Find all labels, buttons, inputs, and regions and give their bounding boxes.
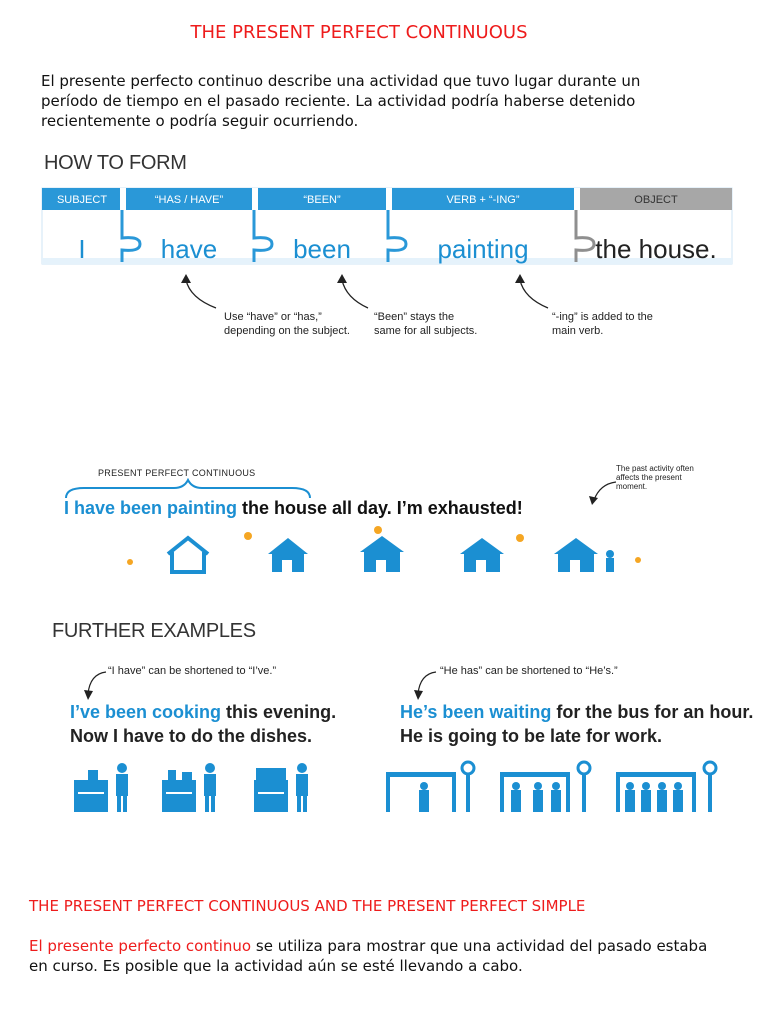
piece-verb-ing xyxy=(392,188,574,268)
piece-label: “BEEN” xyxy=(303,194,341,206)
piece-label: SUBJECT xyxy=(56,194,108,206)
piece-object xyxy=(580,188,732,268)
timeline-sentence xyxy=(64,498,523,519)
piece-word: painting xyxy=(437,234,529,264)
section2-paragraph xyxy=(29,936,709,976)
piece-label: “HAS / HAVE” xyxy=(154,194,224,206)
piece-label: VERB + “-ING” xyxy=(446,194,520,206)
section2-title: THE PRESENT PERFECT CONTINUOUS AND THE PRESENT PERFECT SIMPLE xyxy=(29,897,586,915)
bracket-label: PRESENT PERFECT CONTINUOUS xyxy=(98,468,256,478)
right-example-line1 xyxy=(400,700,753,724)
left-note-arrow xyxy=(82,666,110,702)
piece-been xyxy=(258,188,386,268)
left-example-rest: this evening. xyxy=(221,702,337,722)
side-note-arrow xyxy=(586,478,626,508)
further-examples-title: FURTHER EXAMPLES xyxy=(52,620,256,642)
further-examples-figure xyxy=(48,610,754,840)
piece-word: have xyxy=(160,234,218,264)
note-been: “Been” stays the same for all subjects. xyxy=(374,311,478,337)
section2-body: se utiliza para mostrar que una actividad del pasado estaba en curso. Es posible que la actividad aún se esté llevando a cabo. xyxy=(29,937,708,975)
note-have-has: Use “have” or “has,” depending on the subject. xyxy=(224,311,350,337)
right-note-arrow xyxy=(412,666,440,702)
bus-stop-sequence xyxy=(384,760,724,816)
note-ing: “-ing” is added to the main verb. xyxy=(552,311,653,337)
left-note: “I have” can be shortened to “I’ve.” xyxy=(108,665,277,677)
section2-highlight: El presente perfecto continuo xyxy=(29,937,252,955)
piece-word: the house. xyxy=(595,234,717,264)
piece-word: been xyxy=(293,234,351,264)
piece-has-have xyxy=(126,188,252,268)
piece-label: OBJECT xyxy=(634,194,678,206)
house-sequence xyxy=(110,524,710,588)
sentence-rest: the house all day. I’m exhausted! xyxy=(237,498,523,518)
piece-subject xyxy=(42,188,122,268)
right-example-highlight: He’s been waiting xyxy=(400,702,552,722)
kitchen-sequence xyxy=(68,760,328,816)
left-example-line2: Now I have to do the dishes. xyxy=(70,726,313,746)
left-example-highlight: I’ve been cooking xyxy=(70,702,222,722)
how-to-form-title: HOW TO FORM xyxy=(44,152,187,174)
right-example-line2: He is going to be late for work. xyxy=(400,726,663,746)
side-note: The past activity often affects the present moment. xyxy=(616,464,694,491)
how-to-form-figure xyxy=(40,150,734,372)
sentence-highlight: I have been painting xyxy=(64,498,238,518)
left-example-line1 xyxy=(70,700,336,724)
piece-word: I xyxy=(78,234,86,264)
timeline-figure xyxy=(50,460,730,590)
right-example-rest: for the bus for an hour. xyxy=(551,702,754,722)
page-title: THE PRESENT PERFECT CONTINUOUS xyxy=(190,22,528,43)
right-note: “He has” can be shortened to “He’s.” xyxy=(440,665,618,677)
intro-paragraph: El presente perfecto continuo describe una actividad que tuvo lugar durante un período de tiempo en el pasado reciente. La actividad podría haberse detenido recientemente o podría seguir ocurriendo. xyxy=(41,72,641,130)
bracket-brace xyxy=(64,478,314,500)
